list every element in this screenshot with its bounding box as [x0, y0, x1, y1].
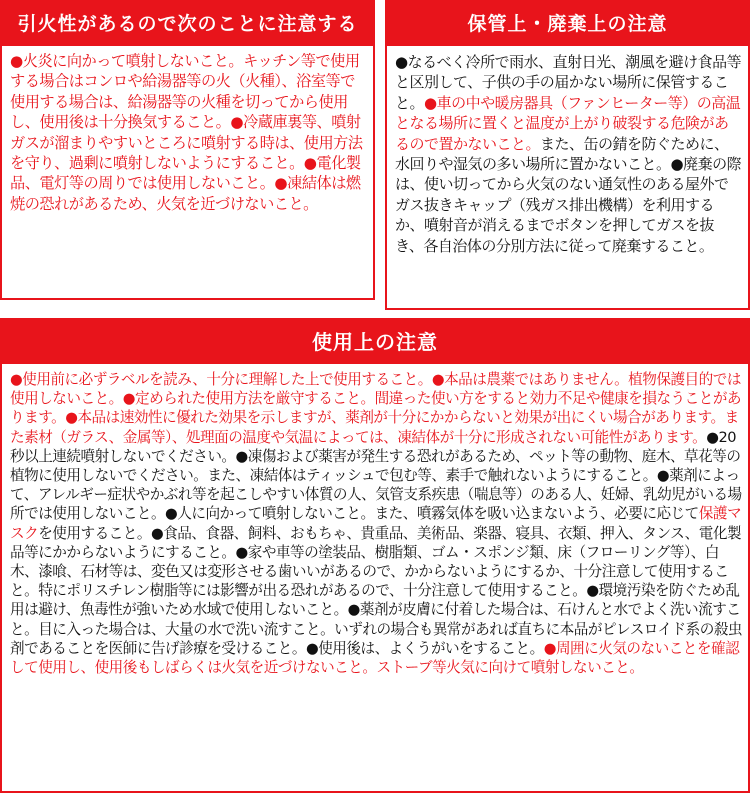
usage-caution-text	[2, 364, 748, 677]
storage-segment-2: ●車の中や暖房器具（ファンヒーター等）の高温となる場所に置くと温度が上がり破裂する危険があるので置かないこと。	[395, 93, 741, 153]
storage-segment-1: ●なるべく冷所で雨水、直射日光、潮風を避け食品等と区別して、子供の手の届かない場所に保管すること。	[395, 53, 742, 112]
usage-caution-panel	[0, 318, 750, 793]
fire-caution-title: 引火性があるので次のことに注意する	[2, 2, 373, 46]
storage-disposal-text	[387, 46, 748, 256]
usage-segment-4: を使用すること。●食品、食器、飼料、おもちゃ、貴重品、美術品、楽器、寝具、衣類、押入、タンス、電化製品等にかからないようにすること。●家や車等の塗装品、樹脂類、ゴム・スポンジ類、床（フローリング等）、白木、漆喰、石材等は、変色又は変形させる歯いいがあるので、かからないようにするか、十分注意して使用すること。特にポリスチレン樹脂等には影響が出る恐れがあるので、十分注意して使用すること。●環境汚染を防ぐため乱用は避け、魚毒性が強いため水域で使用しないこと。●薬剤が皮膚に付着した場合は、石けんと水でよく洗い流すこと。目に入った場合は、大量の水で洗い流すこと。いずれの場合も異常があれば直ちに本品がピレスロイド系の殺虫剤であることを医師に告げ診療を受けること。●使用後は、よくうがいをすること。	[10, 524, 743, 657]
storage-disposal-panel	[385, 0, 750, 310]
usage-segment-3: 保護マスク	[10, 505, 742, 542]
usage-caution-title: 使用上の注意	[2, 320, 748, 364]
usage-segment-1: ●使用前に必ずラベルを読み、十分に理解した上で使用すること。●本品は農薬ではありません。植物保護目的では使用しないこと。●定められた使用方法を厳守すること。間違った使い方をすると効力不足や健康を損なうことがあります。●本品は速効性に優れた効果を示しますが、薬剤が十分にかからないと効果が出にくい場合があります。また素材（ガラス、金属等）、処理面の温度や気温によっては、凍結体が十分に形成されない可能性があります。	[10, 371, 742, 446]
storage-segment-3: また、缶の錆を防ぐために、水回りや湿気の多い場所に置かないこと。●廃棄の際は、使い切ってから火気のない通気性のある屋外でガス抜きキャップ（残ガス排出機構）を利用するか、噴射音が消えるまでボタンを押してガスを抜き、各自治体の分別方法に従って廃棄すること。	[395, 134, 742, 255]
fire-caution-text	[2, 46, 373, 214]
usage-segment-2: ●20秒以上連続噴射しないでください。●凍傷および薬害が発生する恐れがあるため、ペット等の動物、庭木、草花等の植物に使用しないでください。また、凍結体はティッシュで包む等、素手で触れないようにすること。●薬剤によって、アレルギー症状やかぶれ等を起こしやすい体質の人、気管支系疾患（喘息等）のある人、妊婦、乳幼児がいる場所では使用しないこと。●人に向かって噴射しないこと。また、噴霧気体を吸い込まないよう、必要に応じて	[10, 428, 742, 523]
storage-disposal-title: 保管上・廃棄上の注意	[387, 2, 748, 46]
usage-segment-5: ●周囲に火気のないことを確認して使用し、使用後もしばらくは火気を近づけないこと。ストーブ等火気に向けて噴射しないこと。	[10, 639, 740, 677]
fire-caution-segment-1: ●火炎に向かって噴射しないこと。キッチン等で使用する場合はコンロや給湯器等の火（火種）、浴室等で使用する場合は、給湯器等の火種を切ってから使用し、使用後は十分換気すること。●冷蔵庫裏等、噴射ガスが溜まりやすいところに噴射する時は、使用方法を守り、過剰に噴射しないようにすること。●電化製品、電灯等の周りでは使用しないこと。●凍結体は燃焼の恐れがあるため、火気を近づけないこと。	[10, 52, 363, 213]
fire-caution-panel	[0, 0, 375, 300]
